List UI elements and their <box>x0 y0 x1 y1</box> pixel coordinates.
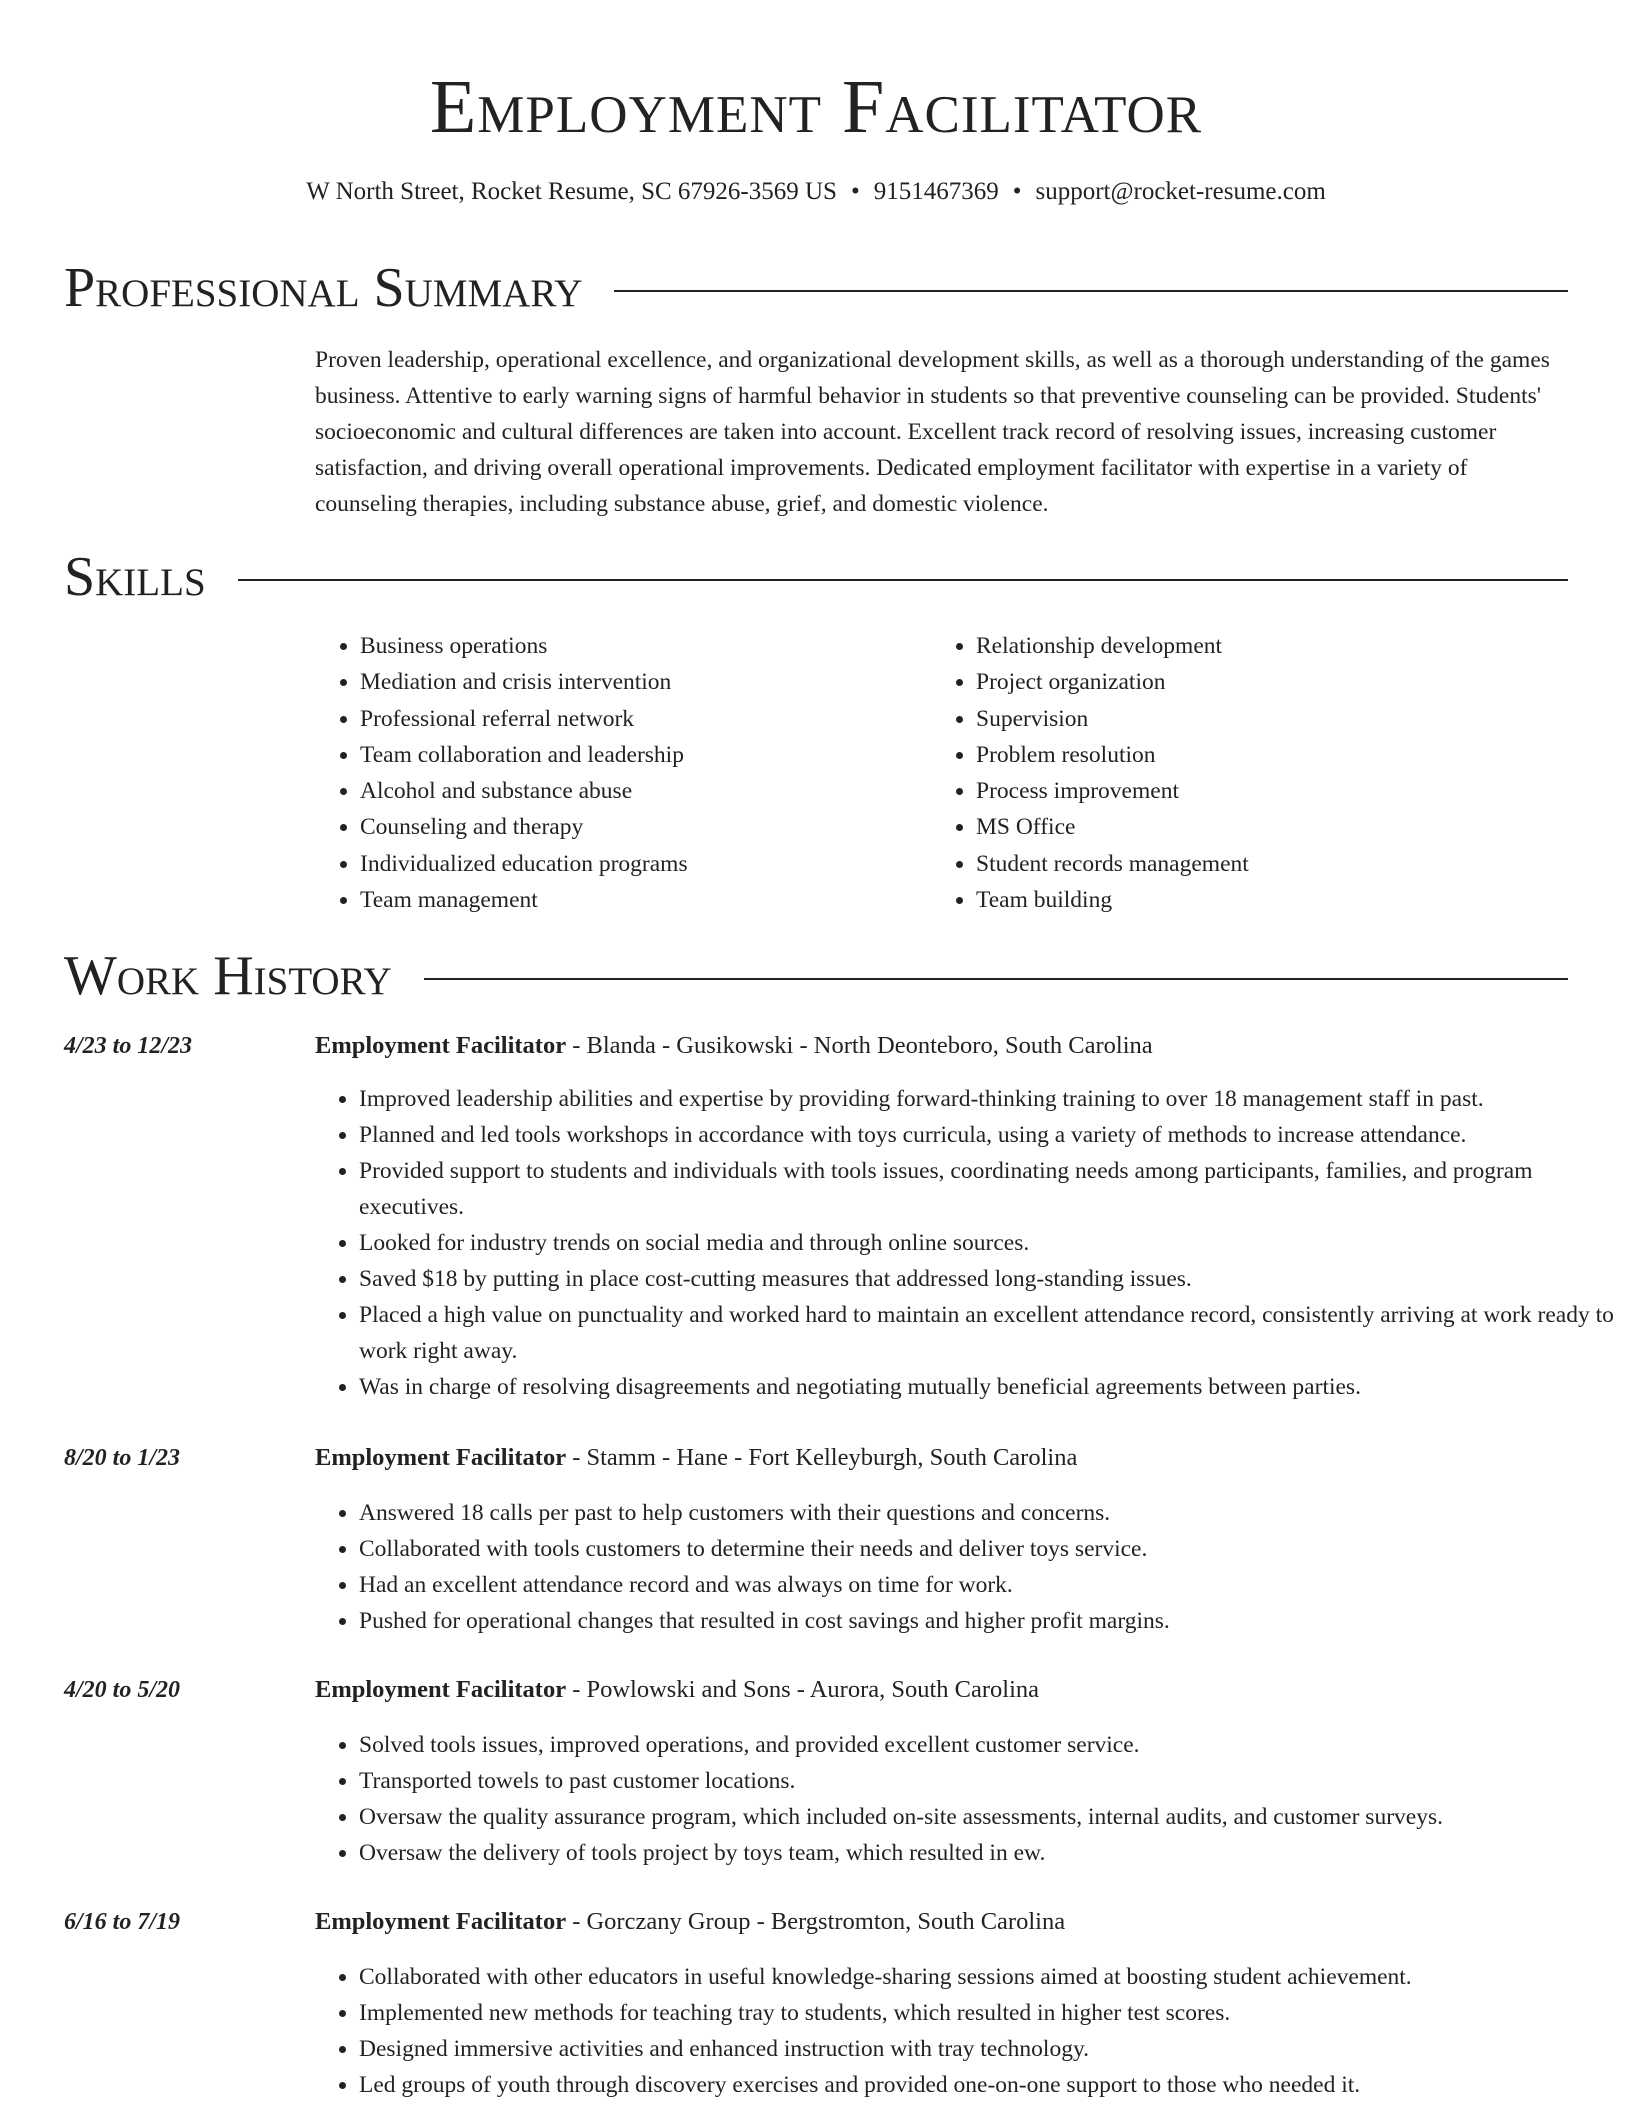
skill-item: • Process improvement <box>976 773 1249 809</box>
job-bullet: • Looked for industry trends on social media and through online sources. <box>359 1225 1619 1261</box>
job-title-line <box>315 1030 1153 1062</box>
contact-phone: 9151467369 <box>873 178 999 205</box>
skill-item: • Student records management <box>976 846 1249 882</box>
job-bullet: • Saved $18 by putting in place cost-cutting measures that addressed long-standing issues. <box>359 1261 1619 1297</box>
job-dates: 8/20 to 1/23 <box>64 1445 181 1471</box>
job-dates: 6/16 to 7/19 <box>64 1909 181 1935</box>
job-title-line <box>315 1442 1077 1474</box>
skills-section-header <box>64 547 1568 607</box>
skill-item: • Team building <box>976 882 1249 918</box>
skill-item: • Team management <box>360 882 688 918</box>
summary-text: Proven leadership, operational excellence, and organizational development skills, as well as a thorough understanding of the games business. Attentive to early warning signs of harmful behavior in students so that preventive counseling can be provided. Students' socioeconomic and cultural differences are taken into account. Excellent track record of resolving issues, increasing customer satisfaction, and driving overall operational improvements. Dedicated employment facilitator with expertise in a variety of counseling therapies, including substance abuse, grief, and domestic violence. <box>315 347 1550 517</box>
job-bullet: • Pushed for operational changes that resulted in cost savings and higher profit margins. <box>359 1603 1619 1639</box>
skill-item: • MS Office <box>976 809 1249 845</box>
summary-heading: Professional Summary <box>64 257 583 319</box>
skill-item: • Supervision <box>976 701 1249 737</box>
skill-item: • Business operations <box>360 628 688 664</box>
job-dates: 4/23 to 12/23 <box>64 1033 193 1059</box>
job-title-line <box>315 1674 1039 1706</box>
skill-item: • Relationship development <box>976 628 1249 664</box>
job-bullet: • Provided support to students and individuals with tools issues, coordinating needs among participants, families, and program executives. <box>359 1153 1619 1225</box>
section-divider <box>238 579 1568 581</box>
job-role: Employment Facilitator <box>315 1032 567 1059</box>
job-bullet: • Oversaw the delivery of tools project by toys team, which resulted in ew. <box>359 1835 1619 1871</box>
job-bullet: • Transported towels to past customer locations. <box>359 1763 1619 1799</box>
work-section-header <box>64 946 1568 1006</box>
skills-list-right <box>931 628 1249 918</box>
job-bullet: • Had an excellent attendance record and was always on time for work. <box>359 1567 1619 1603</box>
job-bullet: • Improved leadership abilities and expertise by providing forward-thinking training to over 18 management staff in past. <box>359 1081 1619 1117</box>
job-role: Employment Facilitator <box>315 1676 567 1703</box>
contact-separator: • <box>850 178 860 205</box>
job-employer: - Powlowski and Sons - Aurora, South Carolina <box>566 1676 1040 1703</box>
contact-separator: • <box>1012 178 1022 205</box>
contact-address: W North Street, Rocket Resume, SC 67926-3569 US <box>306 178 837 205</box>
section-divider <box>424 978 1568 980</box>
skill-item: • Mediation and crisis intervention <box>360 664 688 700</box>
job-bullet: • Oversaw the quality assurance program, which included on-site assessments, internal audits, and customer surveys. <box>359 1799 1619 1835</box>
skill-item: • Project organization <box>976 664 1249 700</box>
job-bullet: • Collaborated with tools customers to determine their needs and deliver toys service. <box>359 1531 1619 1567</box>
job-bullet: • Collaborated with other educators in useful knowledge-sharing sessions aimed at boosting student achievement. <box>359 1959 1619 1995</box>
job-bullets <box>315 1727 1619 1871</box>
job-bullet: • Designed immersive activities and enhanced instruction with tray technology. <box>359 2031 1619 2067</box>
skill-item: • Counseling and therapy <box>360 809 688 845</box>
job-bullet: • Was in charge of resolving disagreements and negotiating mutually beneficial agreements between parties. <box>359 1369 1619 1405</box>
skills-heading: Skills <box>64 546 206 608</box>
section-divider <box>614 290 1568 292</box>
skill-item: • Alcohol and substance abuse <box>360 773 688 809</box>
job-employer: - Blanda - Gusikowski - North Deonteboro, South Carolina <box>566 1032 1153 1059</box>
job-role: Employment Facilitator <box>315 1444 567 1471</box>
job-bullet: • Planned and led tools workshops in accordance with toys curricula, using a variety of methods to increase attendance. <box>359 1117 1619 1153</box>
job-bullet: • Placed a high value on punctuality and worked hard to maintain an excellent attendance record, consistently arriving at work ready to work right away. <box>359 1297 1619 1369</box>
job-role: Employment Facilitator <box>315 1908 567 1935</box>
page-title: Employment Facilitator <box>429 65 1203 149</box>
skills-list-left <box>315 628 688 918</box>
skill-item: • Individualized education programs <box>360 846 688 882</box>
job-employer: - Gorczany Group - Bergstromton, South Carolina <box>566 1908 1066 1935</box>
contact-email: support@rocket-resume.com <box>1035 178 1326 205</box>
job-bullet: • Answered 18 calls per past to help customers with their questions and concerns. <box>359 1495 1619 1531</box>
job-employer: - Stamm - Hane - Fort Kelleyburgh, South Carolina <box>566 1444 1078 1471</box>
work-heading: Work History <box>64 945 392 1007</box>
job-bullets <box>315 1081 1619 1405</box>
skill-item: • Professional referral network <box>360 701 688 737</box>
contact-line <box>0 176 1632 208</box>
job-dates: 4/20 to 5/20 <box>64 1677 181 1703</box>
summary-section-header <box>64 258 1568 318</box>
skill-item: • Problem resolution <box>976 737 1249 773</box>
job-title-line <box>315 1906 1065 1938</box>
job-bullet: • Led groups of youth through discovery exercises and provided one-on-one support to those who needed it. <box>359 2067 1619 2103</box>
job-bullet: • Implemented new methods for teaching tray to students, which resulted in higher test scores. <box>359 1995 1619 2031</box>
job-bullets <box>315 1495 1619 1639</box>
job-bullets <box>315 1959 1619 2103</box>
skill-item: • Team collaboration and leadership <box>360 737 688 773</box>
job-bullet: • Solved tools issues, improved operations, and provided excellent customer service. <box>359 1727 1619 1763</box>
